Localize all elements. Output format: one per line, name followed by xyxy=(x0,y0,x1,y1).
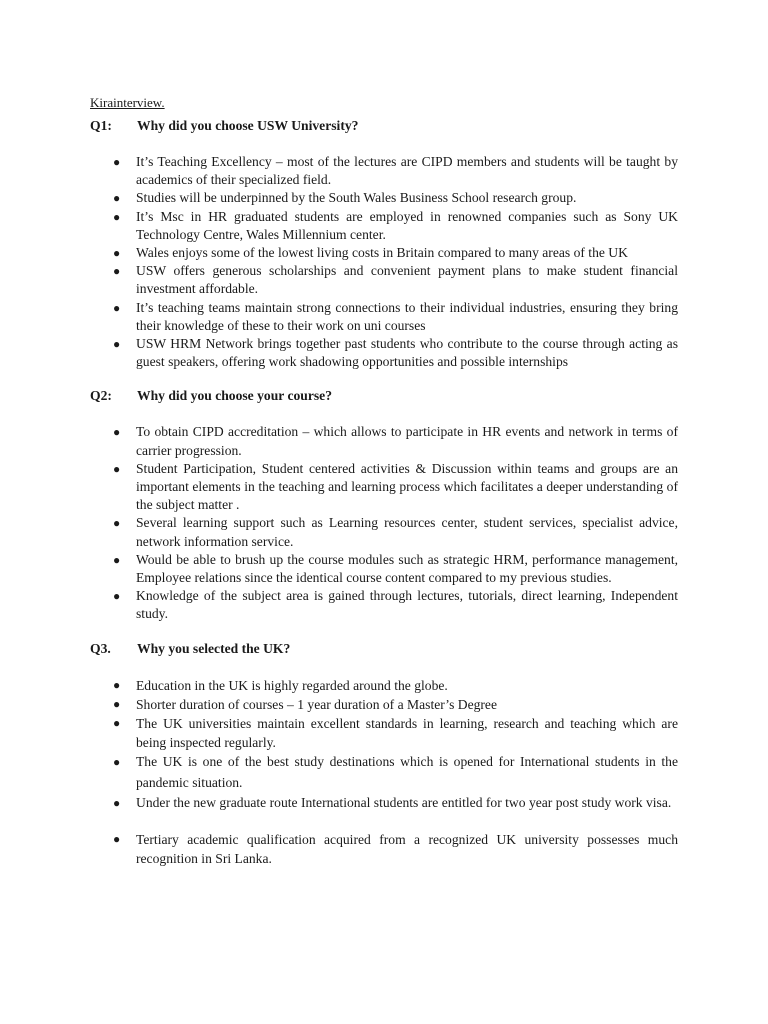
list-item: ● Several learning support such as Learning resources center, student services, specialist advice, network information service. xyxy=(113,515,678,549)
question-heading xyxy=(90,387,678,405)
list-item: ● USW offers generous scholarships and convenient payment plans to make student financial investment affordable. xyxy=(113,263,678,297)
bullet-icon: ● xyxy=(113,425,121,440)
list-item: ● Would be able to brush up the course modules such as strategic HRM, performance management, Employee relations since the identical course content compared to my previous studies. xyxy=(113,551,678,586)
question-text: Why did you choose USW University? xyxy=(137,118,359,133)
list-item: ● The UK is one of the best study destinations which is opened for International students in the pandemic situation. xyxy=(113,754,678,790)
question-number: Q2: xyxy=(90,388,112,404)
bullet-icon: ● xyxy=(113,337,121,352)
question-heading xyxy=(90,117,678,135)
question-number: Q3. xyxy=(90,640,111,656)
question-text: Why did you choose your course? xyxy=(137,388,332,404)
list-item: ● Wales enjoys some of the lowest living costs in Britain compared to many areas of the UK xyxy=(90,244,678,262)
list-item: ● To obtain CIPD accreditation – which allows to participate in HR events and network in terms of carrier progression. xyxy=(113,424,678,458)
list-item: ● Education in the UK is highly regarded around the globe. xyxy=(90,676,678,695)
bullet-icon: ● xyxy=(113,300,121,315)
list-item: ● Shorter duration of courses – 1 year duration of a Master’s Degree xyxy=(90,695,678,714)
list-item: ● Tertiary academic qualification acquired from a recognized UK university possesses much recognition in Sri Lanka. xyxy=(113,831,678,867)
bullet-icon: ● xyxy=(113,155,121,169)
document-title: Kirainterview. xyxy=(90,95,165,110)
list-item: ● Student Participation, Student centered activities & Discussion within teams and groups are an important elements in the teaching and learning process which facilitates a deeper understanding of the subject matter . xyxy=(113,460,678,513)
bullet-icon: ● xyxy=(113,831,121,846)
bullet-icon: ● xyxy=(113,209,121,224)
list-item: ● Under the new graduate route International students are entitled for two year post study work visa. xyxy=(90,793,678,814)
bullet-icon: ● xyxy=(113,516,121,531)
list-item: ● Knowledge of the subject area is gained through lectures, tutorials, direct learning, Independent study. xyxy=(113,588,678,622)
document-page xyxy=(90,95,678,868)
bullet-icon: ● xyxy=(113,696,121,711)
answer-list xyxy=(90,676,678,869)
bullet-icon: ● xyxy=(113,677,121,692)
bullet-icon: ● xyxy=(113,191,121,206)
question-number: Q1: xyxy=(90,118,112,133)
bullet-icon: ● xyxy=(113,796,121,811)
bullet-icon: ● xyxy=(113,716,121,731)
list-item: ● The UK universities maintain excellent standards in learning, research and teaching which are being inspected regularly. xyxy=(113,716,678,751)
bullet-icon: ● xyxy=(113,552,121,567)
list-item: ● It’s Teaching Excellency – most of the lectures are CIPD members and students will be taught by academics of their specialized field. xyxy=(113,154,678,188)
section-q3 xyxy=(90,640,678,869)
list-item: ● USW HRM Network brings together past students who contribute to the course through acting as guest speakers, offering work shadowing opportunities and possible internships xyxy=(113,336,678,370)
answer-list xyxy=(90,153,678,371)
bullet-icon: ● xyxy=(113,755,121,770)
bullet-icon: ● xyxy=(113,589,121,604)
list-item: ● Studies will be underpinned by the South Wales Business School research group. xyxy=(90,189,678,207)
section-q1 xyxy=(90,117,678,371)
answer-list xyxy=(90,423,678,623)
question-heading xyxy=(90,640,678,658)
list-item: ● It’s Msc in HR graduated students are employed in renowned companies such as Sony UK Technology Centre, Wales Millennium center. xyxy=(113,208,678,242)
list-item: ● It’s teaching teams maintain strong connections to their individual industries, ensuring they bring their knowledge of these to their work on uni courses xyxy=(113,299,678,333)
section-q2 xyxy=(90,387,678,623)
bullet-icon: ● xyxy=(113,264,121,279)
bullet-icon: ● xyxy=(113,461,121,476)
bullet-icon: ● xyxy=(113,246,121,261)
question-text: Why you selected the UK? xyxy=(137,640,291,656)
